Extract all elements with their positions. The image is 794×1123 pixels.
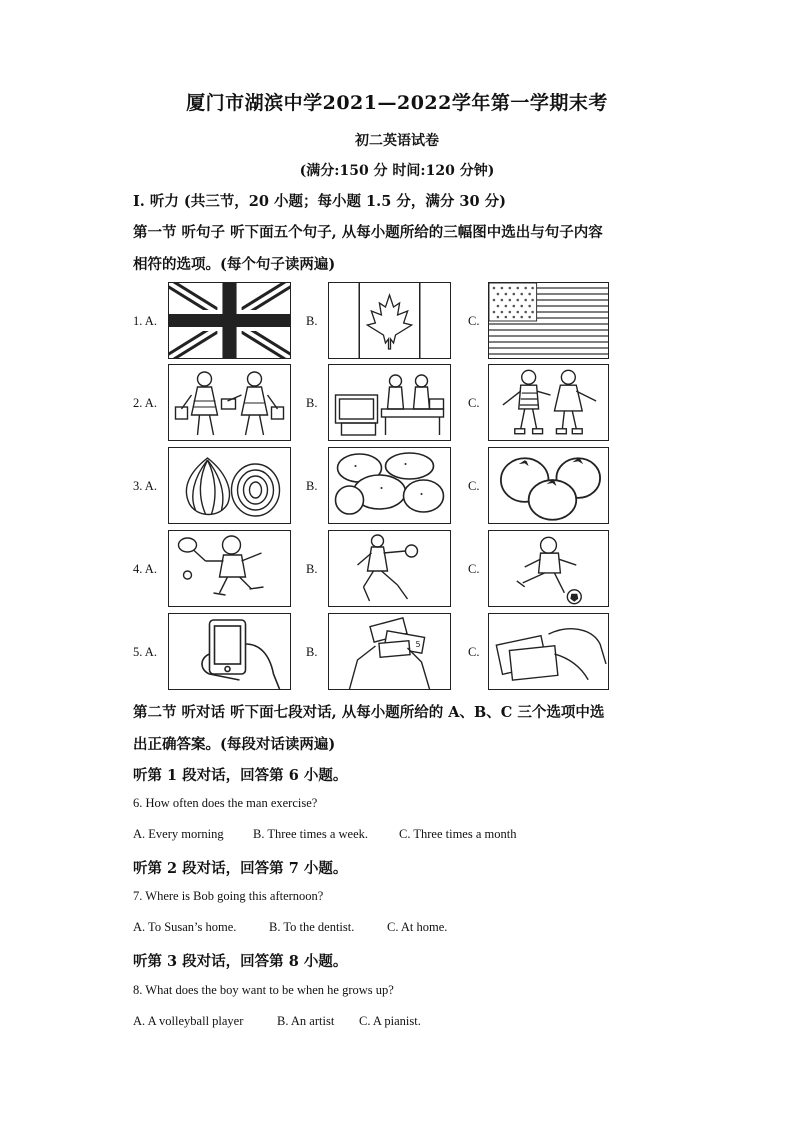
basketball-player-icon[interactable]: [328, 530, 451, 607]
question-2-row: [0, 364, 794, 444]
question-5-option-b: B.: [306, 645, 318, 659]
tennis-boy-icon[interactable]: [168, 530, 291, 607]
mobile-phone-icon[interactable]: [168, 613, 291, 690]
computer-kids-icon[interactable]: [328, 364, 451, 441]
tomatoes-icon[interactable]: [488, 447, 609, 524]
question-6-option-c[interactable]: C. Three times a month: [399, 827, 517, 841]
question-8-option-c[interactable]: C. A pianist.: [359, 1014, 421, 1028]
uk-flag-icon[interactable]: [168, 282, 291, 359]
question-8-option-a[interactable]: A. A volleyball player: [133, 1014, 244, 1028]
svg-text:5: 5: [415, 640, 421, 649]
question-7-option-b[interactable]: B. To the dentist.: [269, 920, 355, 934]
question-8-options: [133, 1014, 613, 1032]
question-2-option-b: B.: [306, 396, 318, 410]
soccer-boy-icon[interactable]: [488, 530, 609, 607]
question-7-options: [133, 920, 613, 938]
question-1-label: 1. A.: [133, 314, 157, 328]
exam-title: 厦门市湖滨中学2021—2022学年第一学期末考: [186, 92, 608, 114]
question-1-option-c: C.: [468, 314, 480, 328]
section1-instruction-1: 第一节 听句子 听下面五个句子, 从每小题所给的三幅图中选出与句子内容: [133, 224, 603, 241]
question-7-option-a[interactable]: A. To Susan’s home.: [133, 920, 237, 934]
question-6-options: [133, 827, 613, 845]
dialog-3-intro: 听第 3 段对话，回答第 8 小题。: [133, 953, 348, 970]
question-4-label: 4. A.: [133, 562, 157, 576]
question-5-row: [0, 613, 794, 693]
credit-card-icon[interactable]: [488, 613, 609, 690]
section2-instruction-2: 出正确答案。(每段对话读两遍): [133, 736, 336, 753]
question-5-option-c: C.: [468, 645, 480, 659]
question-3-row: [0, 447, 794, 527]
question-4-row: [0, 530, 794, 610]
question-3-label: 3. A.: [133, 479, 157, 493]
question-5-label: 5. A.: [133, 645, 157, 659]
usa-flag-icon[interactable]: [488, 282, 609, 359]
question-8-text: 8. What does the boy want to be when he grows up?: [133, 983, 394, 997]
question-3-option-b: B.: [306, 479, 318, 493]
skating-kids-icon[interactable]: [488, 364, 609, 441]
question-3-option-c: C.: [468, 479, 480, 493]
dialog-2-intro: 听第 2 段对话，回答第 7 小题。: [133, 860, 348, 877]
question-1-option-b: B.: [306, 314, 318, 328]
question-4-option-b: B.: [306, 562, 318, 576]
question-2-label: 2. A.: [133, 396, 157, 410]
section1-instruction-2: 相符的选项。(每个句子读两遍): [133, 256, 336, 273]
question-7-option-c[interactable]: C. At home.: [387, 920, 448, 934]
score-info: (满分:150 分 时间:120 分钟): [299, 163, 495, 179]
onion-icon[interactable]: [168, 447, 291, 524]
question-6-option-a[interactable]: A. Every morning: [133, 827, 224, 841]
canada-flag-icon[interactable]: [328, 282, 451, 359]
question-4-option-c: C.: [468, 562, 480, 576]
cash-money-icon[interactable]: [328, 613, 451, 690]
shopping-girls-icon[interactable]: [168, 364, 291, 441]
dialog-1-intro: 听第 1 段对话，回答第 6 小题。: [133, 767, 348, 784]
question-2-option-c: C.: [468, 396, 480, 410]
section2-instruction-1: 第二节 听对话 听下面七段对话, 从每小题所给的 A、B、C 三个选项中选: [133, 704, 605, 721]
exam-subtitle: 初二英语试卷: [355, 133, 439, 149]
question-7-text: 7. Where is Bob going this afternoon?: [133, 889, 324, 903]
question-6-text: 6. How often does the man exercise?: [133, 796, 318, 810]
question-1-row: [0, 282, 794, 362]
question-6-option-b[interactable]: B. Three times a week.: [253, 827, 369, 841]
question-8-option-b[interactable]: B. An artist: [277, 1014, 335, 1028]
part1-heading: I. 听力 (共三节，20 小题；每小题 1.5 分，满分 30 分): [133, 193, 506, 210]
potatoes-icon[interactable]: [328, 447, 451, 524]
